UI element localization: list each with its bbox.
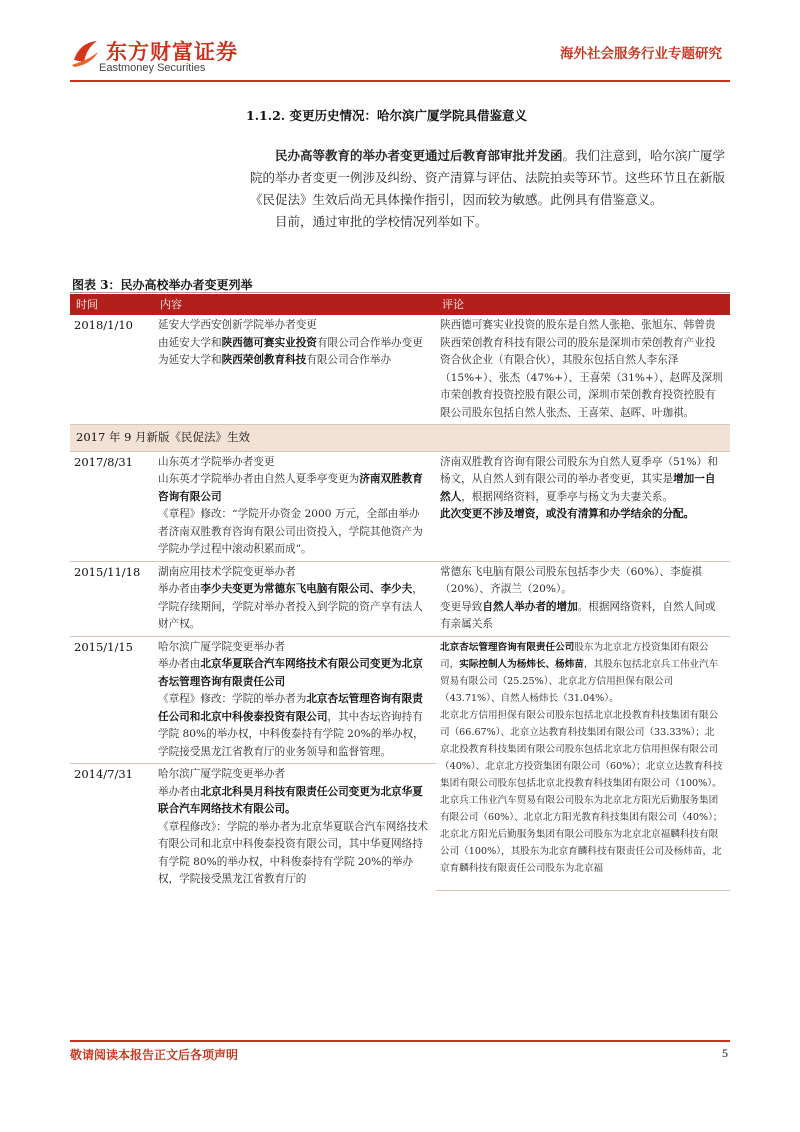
row-content (154, 561, 436, 636)
text-span: 山东英才学院举办者由自然人夏季亭变更为 (158, 473, 360, 485)
comment-line: 陕西荣创教育科技有限公司的股东是深圳市荣创教育产业投资合伙企业（有限合伙），其股东包括自然人李东泽（15%+）、张杰（47%+）、王喜荣（31%+）、赵晖及深圳市荣创教育投资控股有限公司，深圳市荣创教育投资控股有限公司股东包括自然人张杰、王喜荣、赵晖、叶珈祺。 (440, 336, 723, 419)
row-content-title: 延安大学西安创新学院举办者变更 (158, 319, 317, 331)
row-comment (436, 315, 730, 425)
comment-line (440, 454, 724, 507)
row-content-detail: 《章程》修改：“学院开办资金 2000 万元，全部由举办者济南双胜教育咨询有限公司出资投入，学院其他资产为学院办学过程中滚动积累而成”。 (158, 508, 423, 555)
text-span: 举办者由 (158, 583, 201, 595)
page-header (0, 0, 800, 80)
bold-span: 实际控制人为杨炜长、杨炜苗 (459, 658, 584, 670)
text-span: 《章程》修改：学院的举办者为 (158, 693, 307, 705)
bold-span: 济南双胜教育咨询有限公司 (158, 473, 423, 503)
text-span: 。根据网络资料，自然人间或有亲属关系 (440, 600, 716, 630)
row-comment (436, 636, 730, 891)
bold-span: 陕西德可赛实业投资 (221, 336, 317, 349)
comment-line (440, 506, 724, 524)
text-span: 有限公司合作举办变更为延安大学和 (158, 336, 423, 366)
table-band-row (70, 425, 730, 452)
bold-span: 北京北科昊月科技有限责任公司变更为北京华夏联合汽车网络技术有限公司。 (158, 785, 423, 815)
eastmoney-logo-icon (70, 38, 100, 68)
intro-paragraph-1 (250, 145, 730, 211)
table-header-row (70, 294, 730, 315)
bold-span: 陕西荣创教育科技 (221, 354, 307, 366)
row-comment (436, 561, 730, 636)
intro-key-sentence: 民办高等教育的举办者变更通过后教育部审批并发函 (275, 148, 563, 163)
row-date: 2015/1/15 (70, 636, 154, 764)
row-content-title: 湖南应用技术学院变更举办者 (158, 565, 296, 578)
bold-span: 自然人举办者的增加 (482, 600, 578, 613)
row-content-title: 哈尔滨广厦学院变更举办者 (158, 640, 286, 653)
comment-line: 北京北方信用担保有限公司股东包括北京北投教育科技集团有限公司（66.67%）、北京立达教育科技集团有限公司（33.33%）；北京北投教育科技集团有限公司股东包括北京北方信用担保有限公司（40%）、北京北方投资集团有限公司（60%）；北京立达教育科技集团有限公司股东包括北京北投教育科技集团有限公司（100%）。 (440, 709, 723, 789)
row-content-detail (158, 581, 430, 634)
bold-span: 北京杏坛管理咨询有限责任公司 (440, 641, 575, 653)
text-span: ，其中杏坛咨询持有学院 80%的举办权，中科俊泰持有学院 20%的举办权，学院接受黑龙江省教育厅的业务领导和监督管理。 (158, 710, 424, 758)
comment-line (440, 599, 724, 634)
footer-divider (70, 1040, 730, 1042)
row-content-detail (158, 471, 430, 506)
text-span: 变更导致 (440, 600, 483, 613)
bold-span: 增加一自然人 (440, 473, 716, 503)
page-number: 5 (722, 1046, 728, 1060)
text-span: 济南双胜教育咨询有限公司股东为自然人夏季亭（51%）和杨文，从自然人到有限公司的举办者变更，其实是 (440, 455, 718, 485)
row-content-title: 山东英才学院举办者变更 (158, 455, 275, 468)
bold-span: 此次变更不涉及增资，或没有清算和办学结余的分配。 (440, 508, 695, 520)
comment-line: 北京兵工伟业汽车贸易有限公司股东为北京北方阳光后勤服务集团有限公司（60%）、北京北方阳光教育科技集团有限公司（40%）；北京北方阳光后勤服务集团有限公司股东为北京北京福麟科技有限公司（100%），其股东为北京育麟科技有限责任公司及杨炜苗，北京育麟科技有限责任公司股东为北京福 (440, 794, 723, 874)
report-title: 海外社会服务行业专题研究 (560, 46, 722, 62)
row-content-detail: 《章程修改》：学院的举办者为北京华夏联合汽车网络技术有限公司和北京中科俊泰投资有限公司，其中华夏网络持有学院 80%的举办权，中科俊泰持有学院 20%的举办权，学院接受黑龙江省教育厅的 (158, 820, 429, 885)
row-content-detail (158, 691, 430, 761)
row-date: 2014/7/31 (74, 767, 133, 781)
bold-span: 李少夫变更为常德东飞电脑有限公司、李少夫 (200, 583, 413, 595)
header-divider (70, 80, 730, 82)
intro-sentence-rest: 。我们注意到，哈尔滨广厦学院的举办者变更一例涉及纠纷、资产清算与评估、法院拍卖等环节。这些环节且在新版《民促法》生效后尚无具体操作指引，因而较为敏感。此例具有借鉴意义。 (250, 148, 726, 207)
table-top-rule (70, 292, 730, 293)
row-content-detail (158, 656, 430, 691)
row-content-detail (158, 784, 430, 819)
intro-paragraph-2: 目前，通过审批的学校情况列举如下。 (275, 214, 488, 229)
table-row (70, 315, 730, 425)
text-span: 股东为北京北方投资集团有限公司， (440, 641, 709, 670)
intro-text (250, 145, 730, 233)
table-row (70, 451, 730, 561)
table-row (70, 561, 730, 636)
band-label: 2017 年 9 月新版《民促法》生效 (70, 425, 730, 452)
comment-line (440, 639, 724, 707)
row-content (154, 764, 436, 891)
col-header-comment: 评论 (436, 294, 730, 315)
row-content (154, 315, 436, 425)
text-span: ，其股东包括北京兵工伟业汽车贸易有限公司（25.25%）、北京北方信用担保有限公司（43.71%）、自然人杨炜长（31.04%）。 (440, 658, 719, 704)
row-content-title: 哈尔滨广厦学院变更举办者 (158, 768, 286, 780)
text-span: 有限公司合作举办 (306, 354, 392, 366)
table-row (70, 636, 730, 764)
brand-name-en: Eastmoney Securities (99, 62, 206, 74)
row-content (154, 636, 436, 764)
row-date: 2018/1/10 (70, 315, 154, 425)
row-content (154, 451, 436, 561)
comment-line: 陕西德可赛实业投资的股东是自然人张艳、张旭东、韩曾贵 (440, 319, 716, 331)
bold-span: 北京杏坛管理咨询有限责任公司和北京中科俊泰投资有限公司 (158, 693, 423, 723)
text-span: ，根据网络资料，夏季亭与杨文为夫妻关系。 (461, 490, 674, 503)
bold-span: 北京华夏联合汽车网络技术有限公司变更为北京杏坛管理咨询有限责任公司 (158, 658, 423, 688)
row-comment (436, 451, 730, 561)
row-date: 2015/11/18 (70, 561, 154, 636)
comment-line: 常德东飞电脑有限公司股东包括李少夫（60%）、李旋祺（20%）、齐淑兰（20%）。 (440, 565, 702, 595)
brand-name-cn: 东方财富证券 (106, 40, 238, 64)
text-span: 举办者由 (158, 785, 201, 798)
text-span: ，学院存续期间，学院对举办者投入到学院的资产享有法人财产权。 (158, 583, 423, 630)
row-date: 2017/8/31 (70, 451, 154, 561)
section-heading: 1.1.2. 变更历史情况：哈尔滨广厦学院具借鉴意义 (246, 108, 528, 123)
disclaimer-note: 敬请阅读本报告正文后各项声明 (70, 1048, 239, 1062)
col-header-time: 时间 (70, 294, 154, 315)
col-header-content: 内容 (154, 294, 436, 315)
figure-title: 图表 3：民办高校举办者变更列举 (72, 278, 253, 292)
text-span: 举办者由 (158, 658, 201, 670)
row-content-detail (158, 335, 430, 370)
sponsor-change-table (70, 294, 730, 891)
text-span: 由延安大学和 (158, 336, 222, 349)
